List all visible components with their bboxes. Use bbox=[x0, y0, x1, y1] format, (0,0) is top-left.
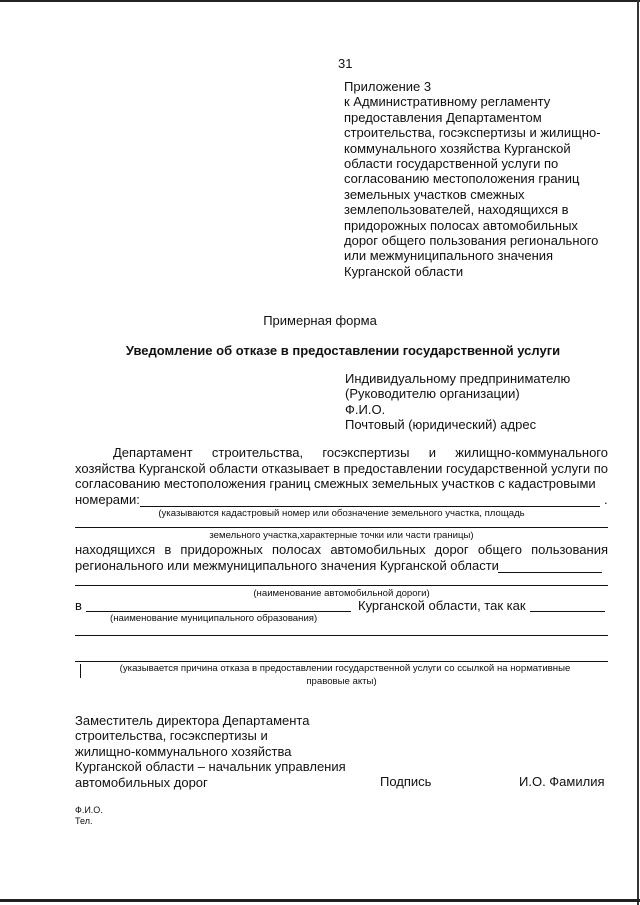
signatory-position bbox=[75, 713, 365, 790]
page-number: 31 bbox=[338, 56, 353, 71]
appendix-line: предоставления Департаментом bbox=[344, 109, 542, 125]
position-line: Заместитель директора Департамента bbox=[75, 713, 310, 728]
hint-reason: (указывается причина отказа в предоставлении государственной услуги со ссылкой на нормативные bbox=[119, 663, 571, 674]
form-label: Примерная форма bbox=[263, 313, 377, 328]
reason-line[interactable] bbox=[75, 635, 608, 636]
addressee-line: Почтовый (юридический) адрес bbox=[345, 417, 537, 433]
appendix-block bbox=[344, 79, 624, 279]
period-mark: . bbox=[604, 492, 608, 507]
appendix-line: или межмуниципального значения bbox=[344, 248, 554, 264]
contact-phone: Тел. bbox=[75, 816, 93, 826]
hint-reason-2: правовые акты) bbox=[306, 676, 377, 687]
cadastral-numbers-line[interactable] bbox=[140, 506, 600, 507]
scan-edge-bottom bbox=[0, 899, 640, 902]
road-name-line[interactable] bbox=[75, 585, 608, 586]
appendix-line: согласованию местоположения границ bbox=[344, 171, 580, 187]
position-line: автомобильных дорог bbox=[75, 774, 208, 790]
hint-road: (наименование автомобильной дороги) bbox=[253, 588, 430, 599]
appendix-line: землепользователей, находящихся в bbox=[344, 202, 569, 218]
addressee-line: Индивидуальному предпринимателю bbox=[345, 371, 571, 386]
appendix-line: Приложение 3 bbox=[344, 79, 432, 94]
addressee-line: (Руководителю организации) bbox=[345, 386, 520, 402]
reason-line[interactable] bbox=[75, 661, 608, 662]
hint-cadastral-2: земельного участка,характерные точки или части границы) bbox=[209, 530, 474, 541]
appendix-line: строительства, госэкспертизы и жилищно- bbox=[344, 125, 601, 141]
appendix-line: придорожных полосах автомобильных bbox=[344, 217, 578, 233]
contact-fio: Ф.И.О. bbox=[75, 805, 103, 815]
document-title: Уведомление об отказе в предоставлении государственной услуги bbox=[125, 343, 561, 358]
appendix-line: Курганской области bbox=[344, 263, 464, 279]
position-line: Курганской области – начальник управления bbox=[75, 759, 346, 775]
hint-cadastral: (указываются кадастровый номер или обозначение земельного участка, площадь bbox=[158, 508, 525, 519]
appendix-line: дорог общего пользования регионального bbox=[344, 233, 599, 249]
hint-municipal: (наименование муниципального образования) bbox=[110, 613, 318, 624]
appendix-line: земельных участков смежных bbox=[344, 186, 525, 202]
scan-edge-top bbox=[0, 0, 640, 2]
addressee-line: Ф.И.О. bbox=[345, 401, 386, 417]
reason-line-start[interactable] bbox=[530, 611, 605, 612]
in-label: в bbox=[75, 598, 82, 613]
position-line: жилищно-коммунального хозяйства bbox=[75, 743, 292, 759]
appendix-line: области государственной услуги по bbox=[344, 156, 559, 172]
paragraph-roads-line2: регионального или межмуниципального значения Курганской области bbox=[75, 558, 499, 573]
appendix-line: коммунального хозяйства Курганской bbox=[344, 140, 571, 156]
road-name-line-end[interactable] bbox=[498, 572, 602, 573]
addressee-block bbox=[345, 371, 615, 433]
numbers-label: номерами: bbox=[75, 492, 140, 507]
region-text: Курганской области, так как bbox=[358, 598, 526, 613]
signature-label: Подпись bbox=[380, 774, 432, 789]
scan-edge-right bbox=[637, 0, 639, 905]
position-line: строительства, госэкспертизы и bbox=[75, 728, 268, 744]
cadastral-details-line[interactable] bbox=[75, 527, 608, 528]
appendix-line: к Административному регламенту bbox=[344, 94, 551, 110]
paragraph-roads-line1: находящихся в придорожных полосах автомобильных дорог общего пользования bbox=[75, 542, 608, 557]
name-label: И.О. Фамилия bbox=[519, 774, 605, 789]
municipality-line[interactable] bbox=[86, 611, 351, 612]
paragraph-refusal: Департамент строительства, госэкспертизы и жилищно-коммунального хозяйства Курганской области отказывает в предоставлении государственной услуги по согласованию местоположения границ смежных земельных участков с кадастровыми bbox=[75, 445, 608, 492]
